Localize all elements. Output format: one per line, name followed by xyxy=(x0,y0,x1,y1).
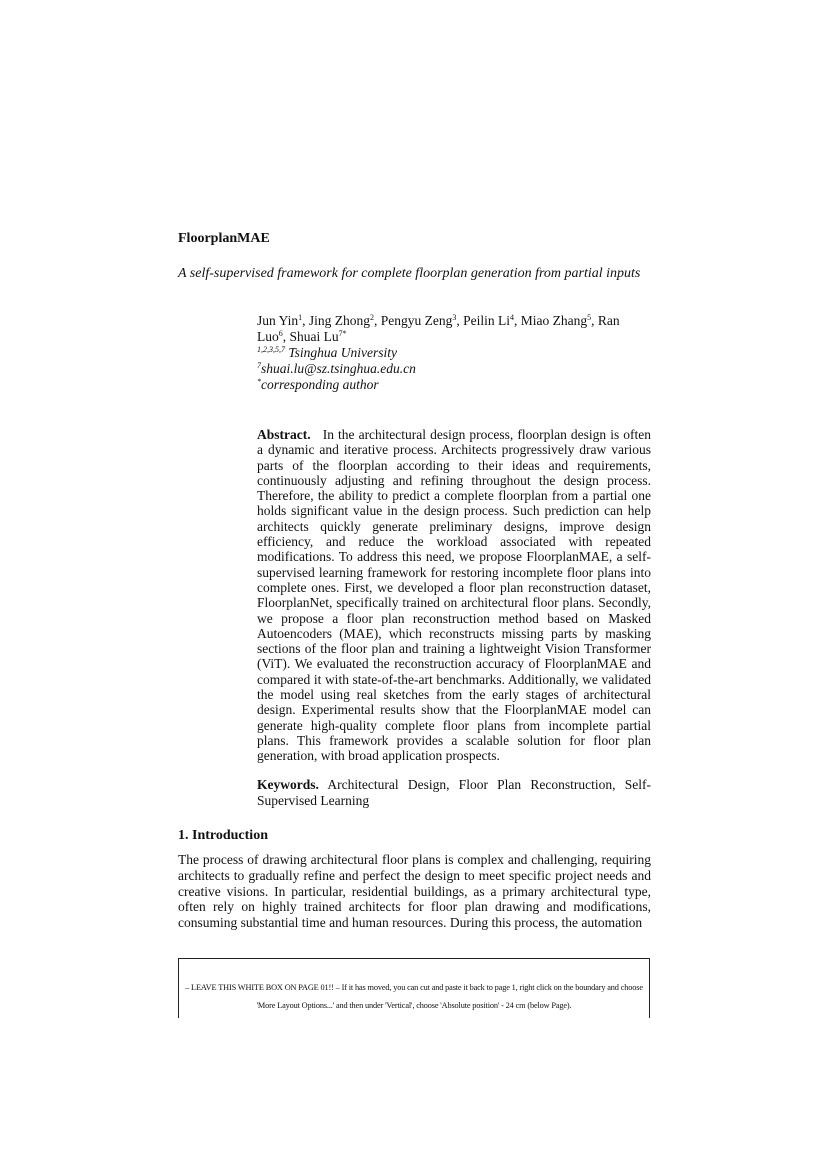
affiliation-line xyxy=(257,345,649,361)
email-mark: 7 xyxy=(257,361,261,370)
author-sep: , xyxy=(282,329,290,344)
email: shuai.lu@sz.tsinghua.edu.cn xyxy=(261,361,416,376)
notice-text: – LEAVE THIS WHITE BOX ON PAGE 01!! – If it has moved, you can cut and paste it back to page 1, right click on the boundary and choose 'More Layout Options...' and then under 'Vertical', choose 'Absolute position' - 24 cm (below Page). xyxy=(185,983,643,1010)
author-list xyxy=(257,313,649,345)
author-mark: 6 xyxy=(278,329,283,338)
abstract-label: Abstract. xyxy=(257,427,311,442)
keywords xyxy=(257,777,651,809)
author-name: Jun Yin xyxy=(257,313,299,328)
authors-block xyxy=(257,313,649,393)
author-mark: 2 xyxy=(370,313,375,322)
email-line xyxy=(257,361,649,377)
abstract-text: In the architectural design process, floorplan design is often a dynamic and iterative process. Architects progressively draw various parts of the floorplan according to their ideas and requirements, continuously adjusting and refining throughout the design process. Therefore, the ability to predict a complete floorplan from a partial one holds significant value in the design process. Such prediction can help architects quickly generate preliminary designs, improve design efficiency, and reduce the workload associated with repeated modifications. To address this need, we propose FloorplanMAE, a self-supervised learning framework for restoring incomplete floor plans into complete ones. First, we developed a floor plan reconstruction dataset, FloorplanNet, specifically trained on architectural floor plans. Secondly, we propose a floor plan reconstruction method based on Masked Autoencoders (MAE), which reconstructs missing parts by masking sections of the floor plan and training a lightweight Vision Transformer (ViT). We evaluated the reconstruction accuracy of FloorplanMAE and compared it with state-of-the-art benchmarks. Additionally, we validated the model using real sketches from the early stages of architectural design. Experimental results show that the FloorplanMAE model can generate high-quality complete floor plans from incomplete partial plans. This framework provides a scalable solution for floor plan generation, with broad application prospects. xyxy=(257,427,652,764)
section-heading-introduction: 1. Introduction xyxy=(178,828,268,843)
author-sep: , xyxy=(456,313,464,328)
paper-subtitle: A self-supervised framework for complete floorplan generation from partial inputs xyxy=(178,266,641,281)
author-name: Miao Zhang xyxy=(520,313,588,328)
author-mark: 4 xyxy=(510,313,515,322)
author-name: Peilin Li xyxy=(463,313,511,328)
affiliation: Tsinghua University xyxy=(288,345,398,360)
author-mark: 1 xyxy=(298,313,303,322)
author-sep: , xyxy=(591,313,598,328)
author-mark: 7* xyxy=(338,329,347,338)
notice-box xyxy=(178,958,650,1018)
author-name: Pengyu Zeng xyxy=(380,313,453,328)
keywords-text: Architectural Design, Floor Plan Reconstruction, Self-Supervised Learning xyxy=(257,777,651,808)
author-sep: , xyxy=(302,313,309,328)
corresponding-line xyxy=(257,377,649,393)
introduction-text: The process of drawing architectural floor plans is complex and challenging, requiring architects to gradually refine and perfect the design to meet specific project needs and creative visions. In particular, residential buildings, as a primary architectural type, often rely on highly trained architects for floor plan drawing and modifications, consuming substantial time and human resources. During this process, the automation xyxy=(178,852,651,931)
author-name: Ran Luo xyxy=(257,313,620,344)
corresponding-mark: * xyxy=(257,377,261,386)
author-mark: 3 xyxy=(452,313,457,322)
keywords-label: Keywords. xyxy=(257,777,319,792)
author-name: Jing Zhong xyxy=(308,313,371,328)
abstract xyxy=(257,427,651,764)
paper-title: FloorplanMAE xyxy=(178,231,270,246)
author-mark: 5 xyxy=(587,313,592,322)
affiliation-mark: 1,2,3,5,7 xyxy=(257,345,285,354)
corresponding-note: corresponding author xyxy=(261,377,379,392)
author-sep: , xyxy=(374,313,381,328)
author-name: Shuai Lu xyxy=(289,329,339,344)
author-sep: , xyxy=(514,313,521,328)
